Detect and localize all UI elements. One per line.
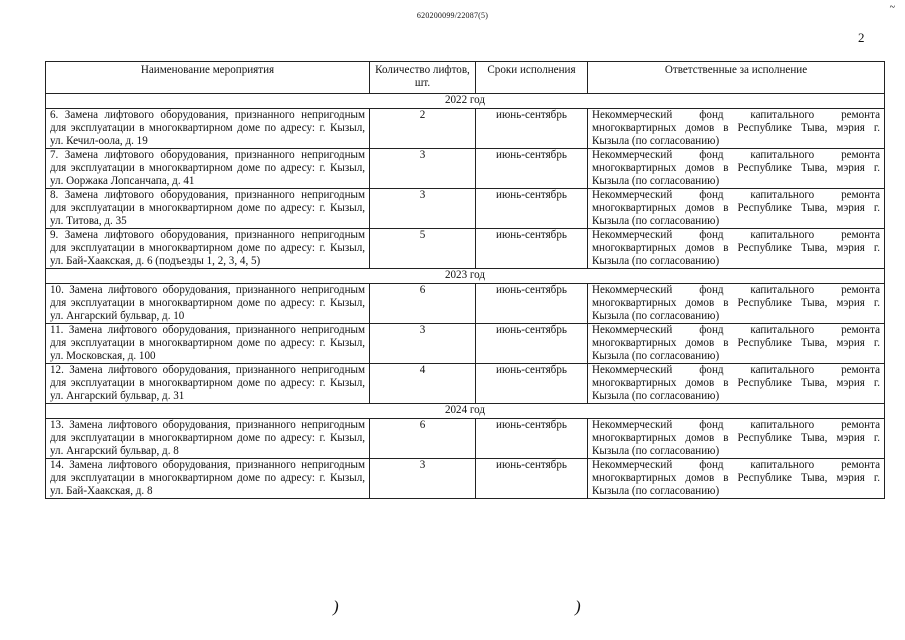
year-label: 2022 год xyxy=(46,94,885,109)
cell-term: июнь-сентябрь xyxy=(476,419,588,459)
table-body xyxy=(46,94,885,499)
cell-term: июнь-сентябрь xyxy=(476,229,588,269)
cell-term: июнь-сентябрь xyxy=(476,149,588,189)
cell-term: июнь-сентябрь xyxy=(476,189,588,229)
page-number: 2 xyxy=(858,30,865,45)
cell-responsible: Некоммерческий фонд капитального ремонта многоквартирных домов в Республике Тыва, мэрия г. Кызыла (по согласованию) xyxy=(588,419,885,459)
cell-name: 11. Замена лифтового оборудования, признанного непригодным для эксплуатации в многоквартирном доме по адресу: г. Кызыл, ул. Московская, д. 100 xyxy=(46,324,370,364)
cell-quantity: 2 xyxy=(370,109,476,149)
corner-mark: ~ xyxy=(889,2,895,13)
cell-responsible: Некоммерческий фонд капитального ремонта многоквартирных домов в Республике Тыва, мэрия г. Кызыла (по согласованию) xyxy=(588,149,885,189)
table-row xyxy=(46,229,885,269)
cell-quantity: 4 xyxy=(370,364,476,404)
cell-responsible: Некоммерческий фонд капитального ремонта многоквартирных домов в Республике Тыва, мэрия г. Кызыла (по согласованию) xyxy=(588,229,885,269)
table-row xyxy=(46,189,885,229)
handwritten-mark: ) xyxy=(575,597,581,616)
cell-name: 6. Замена лифтового оборудования, признанного непригодным для эксплуатации в многоквартирном доме по адресу: г. Кызыл, ул. Кечил-оола, д. 19 xyxy=(46,109,370,149)
cell-responsible: Некоммерческий фонд капитального ремонта многоквартирных домов в Республике Тыва, мэрия г. Кызыла (по согласованию) xyxy=(588,459,885,499)
table-header-row xyxy=(46,62,885,94)
table-row xyxy=(46,364,885,404)
cell-name: 8. Замена лифтового оборудования, признанного непригодным для эксплуатации в многоквартирном доме по адресу: г. Кызыл, ул. Титова, д. 35 xyxy=(46,189,370,229)
cell-responsible: Некоммерческий фонд капитального ремонта многоквартирных домов в Республике Тыва, мэрия г. Кызыла (по согласованию) xyxy=(588,109,885,149)
table-row xyxy=(46,459,885,499)
cell-quantity: 3 xyxy=(370,149,476,189)
year-row xyxy=(46,94,885,109)
cell-name: 14. Замена лифтового оборудования, признанного непригодным для эксплуатации в многоквартирном доме по адресу: г. Кызыл, ул. Бай-Хаакская, д. 8 xyxy=(46,459,370,499)
cell-term: июнь-сентябрь xyxy=(476,109,588,149)
column-header-responsible: Ответственные за исполнение xyxy=(588,62,885,94)
cell-name: 7. Замена лифтового оборудования, признанного непригодным для эксплуатации в многоквартирном доме по адресу: г. Кызыл, ул. Ооржака Лопсанчапа, д. 41 xyxy=(46,149,370,189)
column-header-term: Сроки исполнения xyxy=(476,62,588,94)
table-row xyxy=(46,324,885,364)
cell-responsible: Некоммерческий фонд капитального ремонта многоквартирных домов в Республике Тыва, мэрия г. Кызыла (по согласованию) xyxy=(588,284,885,324)
cell-name: 13. Замена лифтового оборудования, признанного непригодным для эксплуатации в многоквартирном доме по адресу: г. Кызыл, ул. Ангарский бульвар, д. 8 xyxy=(46,419,370,459)
cell-term: июнь-сентябрь xyxy=(476,364,588,404)
cell-term: июнь-сентябрь xyxy=(476,284,588,324)
cell-responsible: Некоммерческий фонд капитального ремонта многоквартирных домов в Республике Тыва, мэрия г. Кызыла (по согласованию) xyxy=(588,324,885,364)
year-label: 2024 год xyxy=(46,404,885,419)
cell-quantity: 3 xyxy=(370,459,476,499)
handwritten-mark: ) xyxy=(333,597,339,616)
cell-name: 9. Замена лифтового оборудования, признанного непригодным для эксплуатации в многоквартирном доме по адресу: г. Кызыл, ул. Бай-Хаакская, д. 6 (подъезды 1, 2, 3, 4, 5) xyxy=(46,229,370,269)
cell-quantity: 3 xyxy=(370,324,476,364)
cell-quantity: 6 xyxy=(370,419,476,459)
measures-table xyxy=(45,61,885,499)
column-header-quantity: Количество лифтов, шт. xyxy=(370,62,476,94)
column-header-name: Наименование мероприятия xyxy=(46,62,370,94)
document-number: 620200099/22087(5) xyxy=(416,11,489,20)
cell-name: 10. Замена лифтового оборудования, признанного непригодным для эксплуатации в многоквартирном доме по адресу: г. Кызыл, ул. Ангарский бульвар, д. 10 xyxy=(46,284,370,324)
year-row xyxy=(46,404,885,419)
table-row xyxy=(46,419,885,459)
cell-responsible: Некоммерческий фонд капитального ремонта многоквартирных домов в Республике Тыва, мэрия г. Кызыла (по согласованию) xyxy=(588,364,885,404)
cell-quantity: 6 xyxy=(370,284,476,324)
table-row xyxy=(46,109,885,149)
cell-term: июнь-сентябрь xyxy=(476,324,588,364)
cell-name: 12. Замена лифтового оборудования, признанного непригодным для эксплуатации в многоквартирном доме по адресу: г. Кызыл, ул. Ангарский бульвар, д. 31 xyxy=(46,364,370,404)
cell-quantity: 3 xyxy=(370,189,476,229)
table-row xyxy=(46,149,885,189)
cell-term: июнь-сентябрь xyxy=(476,459,588,499)
year-row xyxy=(46,269,885,284)
year-label: 2023 год xyxy=(46,269,885,284)
cell-responsible: Некоммерческий фонд капитального ремонта многоквартирных домов в Республике Тыва, мэрия г. Кызыла (по согласованию) xyxy=(588,189,885,229)
cell-quantity: 5 xyxy=(370,229,476,269)
table-row xyxy=(46,284,885,324)
